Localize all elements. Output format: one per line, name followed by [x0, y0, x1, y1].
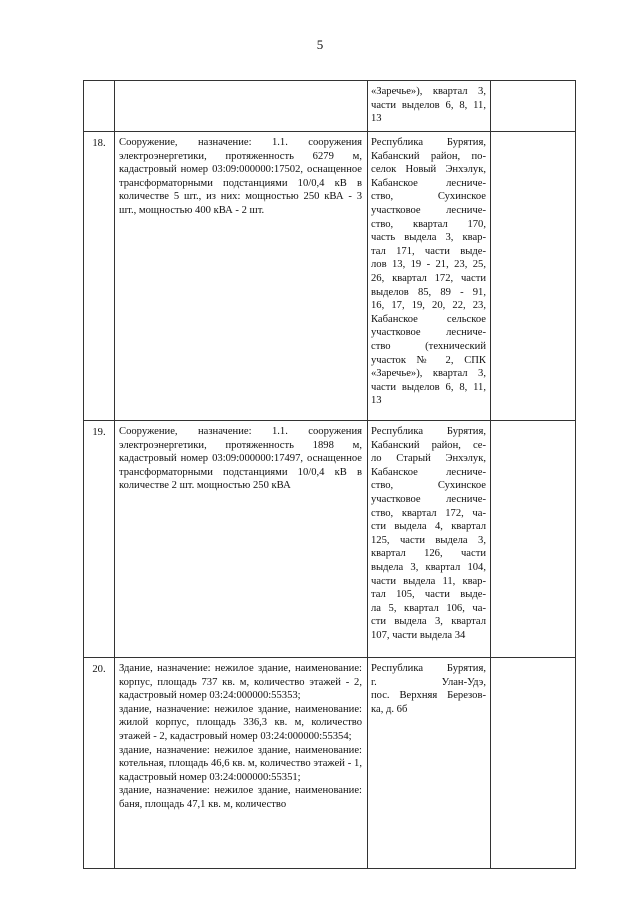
row-number: [84, 81, 115, 132]
location-line: Кабанское лесниче-: [371, 177, 486, 189]
location-line: г. Улан-Удэ,: [371, 676, 486, 688]
object-description: [115, 658, 368, 869]
location-line: ло Старый Энхэлук,: [371, 453, 486, 465]
empty-cell: [491, 81, 576, 132]
empty-cell: [491, 421, 576, 658]
location-line: 13: [371, 113, 382, 125]
object-location: [368, 658, 491, 869]
description-paragraph: Здание, назначение: нежилое здание, наименование: корпус, площадь 737 кв. м, количество этажей - 2, кадастровый номер 03:24:000000:55353;: [119, 663, 362, 702]
description-text: Сооружение, назначение: 1.1. сооружения электроэнергетики, протяженность 1898 м, кадастровый номер 03:09:000000:17497, оснащенное трансформаторными подстанциями 10/0,4 кВ в количестве 2 шт. мощностью 250 кВА: [119, 426, 362, 492]
object-description: [115, 421, 368, 658]
empty-cell: [491, 132, 576, 421]
location-line: 26, квартал 172, части: [371, 272, 486, 284]
description-text: Сооружение, назначение: 1.1. сооружения электроэнергетики, протяженность 6279 м, кадастровый номер 03:09:000000:17502, оснащенное трансформаторными подстанциями 10/0,4 кВ в количестве 5 шт., из них: мощностью 250 кВА - 3 шт., мощностью 400 кВА - 2 шт.: [119, 137, 362, 216]
empty-cell: [491, 658, 576, 869]
location-line: ство, Сухинское: [371, 191, 486, 203]
location-line: участковое лесниче-: [371, 327, 486, 339]
location-line: части выделов 6, 8, 11,: [371, 99, 486, 111]
location-line: ка, д. 6б: [371, 703, 408, 715]
location-line: выдела 3, квартал 104,: [371, 561, 486, 573]
location-line: тал 171, части выде-: [371, 245, 486, 257]
location-line: ла 5, квартал 106, ча-: [371, 602, 486, 614]
property-table: [83, 80, 576, 869]
location-line: «Заречье»), квартал 3,: [371, 86, 486, 97]
location-line: ство, квартал 170,: [371, 218, 486, 230]
location-line: 125, части выдела 3,: [371, 534, 486, 546]
location-line: Кабанское лесниче-: [371, 466, 486, 478]
location-line: 13: [371, 395, 382, 407]
page-number: 5: [316, 37, 324, 52]
location-line: 16, 17, 19, 20, 22, 23,: [371, 300, 486, 312]
location-line: ство, квартал 172, ча-: [371, 507, 486, 519]
location-line: ство (технический: [371, 340, 486, 352]
location-line: Республика Бурятия,: [371, 137, 486, 148]
location-line: «Заречье»), квартал 3,: [371, 368, 486, 380]
location-line: селок Новый Энхэлук,: [371, 164, 486, 176]
location-line: Кабанское сельское: [371, 313, 486, 325]
location-line: участковое лесниче-: [371, 493, 486, 505]
description-paragraph: здание, назначение: нежилое здание, наименование: жилой корпус, площадь 336,3 кв. м, количество этажей - 2, кадастровый номер 03:24:000000:55354;: [119, 703, 362, 742]
object-description: [115, 132, 368, 421]
location-line: Республика Бурятия,: [371, 663, 486, 674]
location-line: части выдела 11, квар-: [371, 575, 486, 587]
description-paragraph: здание, назначение: нежилое здание, наименование: котельная, площадь 46,6 кв. м, количество этажей - 1, кадастровый номер 03:24:000000:55351;: [119, 744, 362, 783]
row-number: 20.: [84, 658, 115, 869]
table-row: [84, 81, 576, 132]
location-line: квартал 126, части: [371, 548, 486, 560]
table-row: [84, 421, 576, 658]
description-paragraph: здание, назначение: нежилое здание, наименование: баня, площадь 47,1 кв. м, количество: [119, 785, 362, 810]
object-description: [115, 81, 368, 132]
location-line: сти выдела 3, квартал: [371, 616, 486, 628]
location-line: Кабанский район, по-: [371, 150, 486, 162]
row-number: 18.: [84, 132, 115, 421]
location-line: выделов 85, 89 - 91,: [371, 286, 486, 298]
table-row: [84, 132, 576, 421]
location-line: ство, Сухинское: [371, 480, 486, 492]
object-location: [368, 81, 491, 132]
location-line: лов 13, 19 - 21, 23, 25,: [371, 259, 486, 271]
location-line: пос. Верхняя Березов-: [371, 690, 486, 702]
object-location: [368, 421, 491, 658]
location-line: тал 105, части выде-: [371, 589, 486, 601]
location-line: часть выдела 3, квар-: [371, 232, 486, 244]
object-location: [368, 132, 491, 421]
location-line: сти выдела 4, квартал: [371, 521, 486, 533]
row-number: 19.: [84, 421, 115, 658]
location-line: части выделов 6, 8, 11,: [371, 381, 486, 393]
location-line: Республика Бурятия,: [371, 426, 486, 437]
location-line: Кабанский район, се-: [371, 439, 486, 451]
table-row: [84, 658, 576, 869]
location-line: 107, части выдела 34: [371, 629, 466, 641]
location-line: участок № 2, СПК: [371, 354, 486, 366]
location-line: участковое лесниче-: [371, 204, 486, 216]
